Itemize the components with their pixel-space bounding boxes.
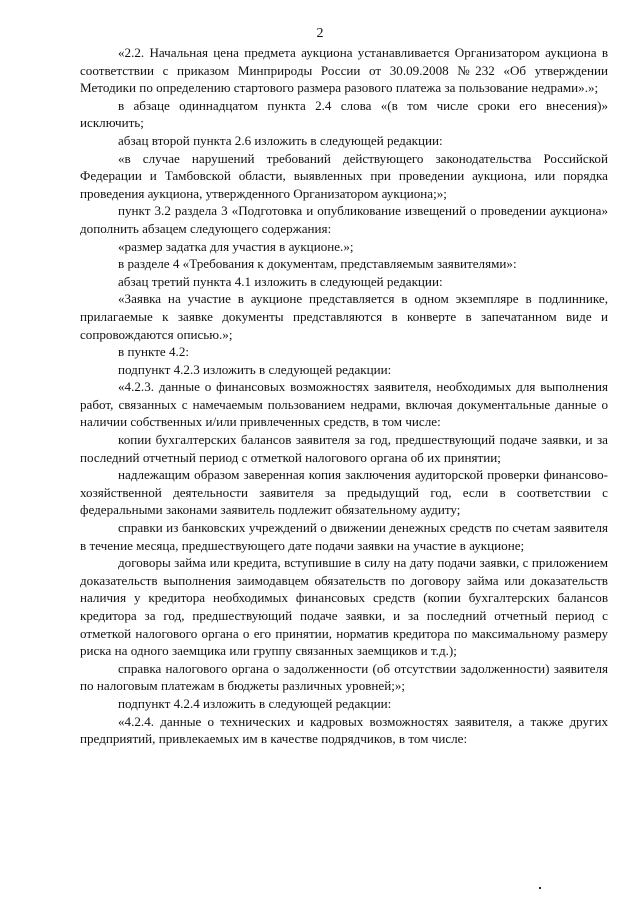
paragraph: в абзаце одиннадцатом пункта 2.4 слова «(в том числе сроки его внесения)» исключить; bbox=[80, 97, 608, 131]
paragraph: пункт 3.2 раздела 3 «Подготовка и опубликование извещений о проведении аукциона» дополнить абзацем следующего содержания: bbox=[80, 203, 608, 236]
paragraph: «в случае нарушений требований действующего законодательства Российской Федерации и Тамбовской области, выявленных при проведении аукциона, или порядка проведения аукциона, утвержденного Организатором аукциона;»; bbox=[80, 150, 608, 201]
paragraph: подпункт 4.2.4 изложить в следующей редакции: bbox=[118, 695, 392, 711]
paragraph: в пункте 4.2: bbox=[118, 344, 190, 360]
paragraph: справка налогового органа о задолженности (об отсутствии задолженности) заявителя по налоговым платежам в бюджеты различных уровней;»; bbox=[80, 660, 608, 694]
paragraph: в разделе 4 «Требования к документам, представляемым заявителями»: bbox=[118, 256, 517, 272]
paragraph: абзац третий пункта 4.1 изложить в следующей редакции: bbox=[118, 273, 443, 289]
paragraph: справки из банковских учреждений о движении денежных средств по счетам заявителя в течение месяца, предшествующего дате подачи заявки на участие в аукционе; bbox=[80, 520, 608, 553]
paragraph: «4.2.4. данные о технических и кадровых возможностях заявителя, а также других предприятий, привлекаемых им в качестве подрядчиков, в том числе: bbox=[80, 713, 608, 747]
paragraph: абзац второй пункта 2.6 изложить в следующей редакции: bbox=[118, 132, 443, 148]
paragraph: «4.2.3. данные о финансовых возможностях заявителя, необходимых для выполнения работ, связанных с намечаемым пользованием недрами, включая документальные данные о наличии собственных и/или привлеченных средств, в том числе: bbox=[80, 379, 608, 430]
scan-dot bbox=[539, 887, 541, 889]
paragraph: договоры займа или кредита, вступившие в силу на дату подачи заявки, с приложением доказательств выполнения заимодавцем обязательств по договору займа или доказательств наличия у кредитора необходимых финансовых средств (копии бухгалтерских балансов кредитора за год, предшествующий подаче заявки, и за последний отчетный период с отметкой налогового органа о его принятии, норматив кредитора по максимальному размеру риска на одного заемщика или группу связанных заемщиков и т.д.); bbox=[80, 555, 608, 659]
paragraph: «Заявка на участие в аукционе представляется в одном экземпляре в подлиннике, прилагаемые к заявке документы представляются в конверте в запечатанном виде и сопровождаются описью.»; bbox=[80, 291, 608, 342]
paragraph: подпункт 4.2.3 изложить в следующей редакции: bbox=[118, 361, 392, 377]
paragraph: «2.2. Начальная цена предмета аукциона устанавливается Организатором аукциона в соответствии с приказом Минприроды России от 30.09.2008 №232 «Об утверждении Методики по определению стартового размера разового платежа за пользование недрами».»; bbox=[80, 45, 608, 96]
paragraph: копии бухгалтерских балансов заявителя за год, предшествующий подаче заявки, и за последний отчетный период с отметкой налогового органа об их принятии; bbox=[80, 432, 608, 465]
paragraph: надлежащим образом заверенная копия заключения аудиторской проверки финансово-хозяйственной деятельности заявителя за предыдущий год, если в соответствии с федеральными законами заявитель подлежит обязательному аудиту; bbox=[80, 467, 608, 518]
document-body bbox=[80, 44, 608, 748]
paragraph: «размер задатка для участия в аукционе.»; bbox=[118, 238, 354, 254]
page-number: 2 bbox=[316, 26, 324, 41]
